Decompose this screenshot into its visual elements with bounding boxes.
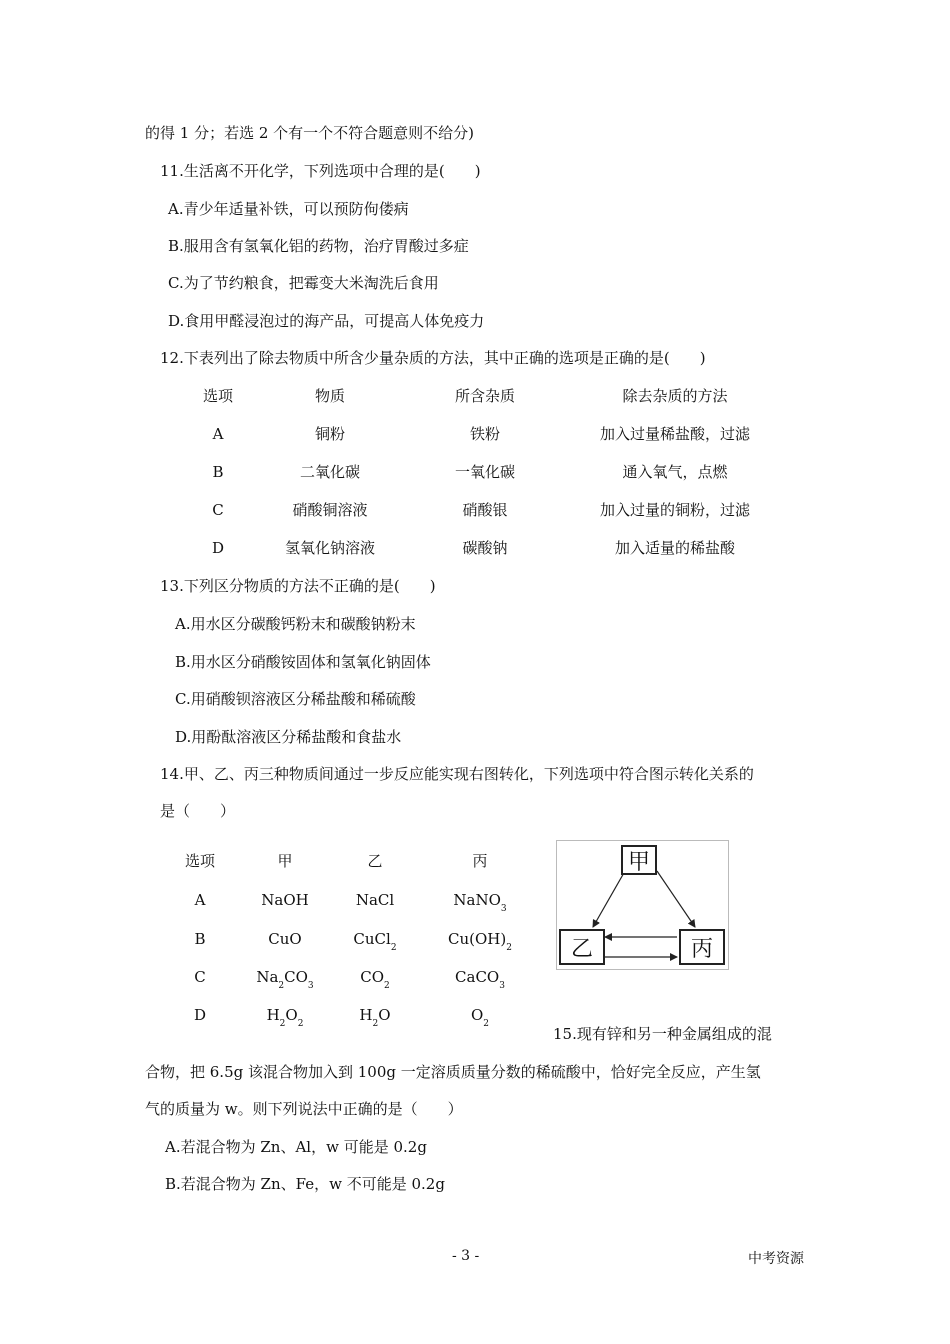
q12-stem: 12.下表列出了除去物质中所含少量杂质的方法，其中正确的选项是正确的是( ) (160, 349, 706, 367)
q12-cell: 加入适量的稀盐酸 (614, 539, 735, 557)
q12-header-impurity: 所含杂质 (454, 387, 515, 405)
diagram-node-jia: 甲 (621, 845, 657, 875)
q14-header-option: 选项 (184, 852, 215, 870)
q12-cell: 氢氧化钠溶液 (284, 539, 375, 557)
q14-formula: $H_2O_2$ (266, 1006, 304, 1029)
q12-cell: 硝酸铜溶液 (292, 501, 368, 519)
q14-option-label: B (194, 930, 206, 948)
q11-option-b: B.服用含有氢氧化铝的药物，治疗胃酸过多症 (168, 237, 469, 255)
q14-formula: CuCl$_2$ (353, 930, 397, 953)
q14-formula: $Cu(OH)_2$ (448, 930, 512, 953)
q14-option-label: A (194, 891, 206, 909)
q15-stem-line1: 15.现有锌和另一种金属组成的混 (553, 1025, 772, 1043)
q14-formula: $O_2$ (470, 1006, 490, 1029)
q14-header-jia: 甲 (277, 852, 293, 870)
q12-cell: D (211, 539, 225, 557)
q11-option-a: A.青少年适量补铁，可以预防佝偻病 (168, 200, 409, 218)
diagram-node-bing: 丙 (679, 929, 725, 965)
q13-option-b: B.用水区分硝酸铵固体和氢氧化钠固体 (175, 653, 431, 671)
q12-cell: B (212, 463, 224, 481)
q14-option-label: C (194, 968, 206, 986)
q12-cell: 加入过量的铜粉，过滤 (599, 501, 750, 519)
q12-cell: 二氧化碳 (299, 463, 360, 481)
q14-formula: $Na_2CO_3$ (256, 968, 314, 991)
q11-stem: 11.生活离不开化学，下列选项中合理的是( ) (160, 162, 481, 180)
q15-option-b: B.若混合物为 Zn、Fe，w 不可能是 0.2g (165, 1175, 445, 1193)
q14-formula: NaNO$_3$ (453, 891, 507, 914)
q13-option-a: A.用水区分碳酸钙粉末和碳酸钠粉末 (175, 615, 416, 633)
q14-formula: CaCO$_3$ (455, 968, 505, 991)
q14-formula: $H_2O$ (359, 1006, 391, 1029)
q13-option-d: D.用酚酞溶液区分稀盐酸和食盐水 (175, 728, 402, 746)
q14-formula: CuO (268, 930, 302, 948)
arrow-jia-to-bing (657, 871, 695, 927)
q12-cell: 通入氧气，点燃 (622, 463, 728, 481)
q14-stem-line2: 是（ ） (160, 802, 236, 820)
q14-option-label: D (193, 1006, 207, 1024)
q12-cell: 铁粉 (469, 425, 500, 443)
q11-option-d: D.食用甲醛浸泡过的海产品，可提高人体免疫力 (168, 312, 485, 330)
intro-line: 的得 1 分；若选 2 个有一个不符合题意则不给分) (145, 124, 475, 142)
q14-header-bing: 丙 (472, 852, 488, 870)
arrow-jia-to-yi (593, 871, 625, 927)
q14-stem-line1: 14.甲、乙、丙三种物质间通过一步反应能实现右图转化，下列选项中符合图示转化关系的 (160, 765, 754, 783)
q12-cell: 加入过量稀盐酸，过滤 (599, 425, 750, 443)
q14-conversion-diagram (556, 840, 729, 970)
q13-stem: 13.下列区分物质的方法不正确的是( ) (160, 577, 436, 595)
q12-cell: A (212, 425, 224, 443)
footer-source: 中考资源 (748, 1251, 804, 1267)
q12-cell: C (212, 501, 224, 519)
q12-header-method: 除去杂质的方法 (622, 387, 728, 405)
q14-formula: NaOH (261, 891, 309, 909)
q12-cell: 一氧化碳 (454, 463, 515, 481)
q12-cell: 碳酸钠 (462, 539, 508, 557)
q12-cell: 硝酸银 (462, 501, 508, 519)
q12-header-option: 选项 (202, 387, 233, 405)
q15-stem-line3: 气的质量为 w。则下列说法中正确的是（ ） (145, 1100, 463, 1118)
diagram-node-yi: 乙 (559, 929, 605, 965)
q14-header-yi: 乙 (367, 852, 383, 870)
page-number: - 3 - (452, 1248, 480, 1264)
q14-formula: $CO_2$ (360, 968, 390, 991)
q15-stem-line2: 合物，把 6.5g 该混合物加入到 100g 一定溶质质量分数的稀硫酸中，恰好完全反应，产生氢 (145, 1063, 761, 1081)
q11-option-c: C.为了节约粮食，把霉变大米淘洗后食用 (168, 274, 439, 292)
q15-option-a: A.若混合物为 Zn、Al，w 可能是 0.2g (165, 1138, 427, 1156)
q12-cell: 铜粉 (314, 425, 345, 443)
q12-header-substance: 物质 (314, 387, 345, 405)
q13-option-c: C.用硝酸钡溶液区分稀盐酸和稀硫酸 (175, 690, 416, 708)
q14-formula: NaCl (355, 891, 395, 909)
